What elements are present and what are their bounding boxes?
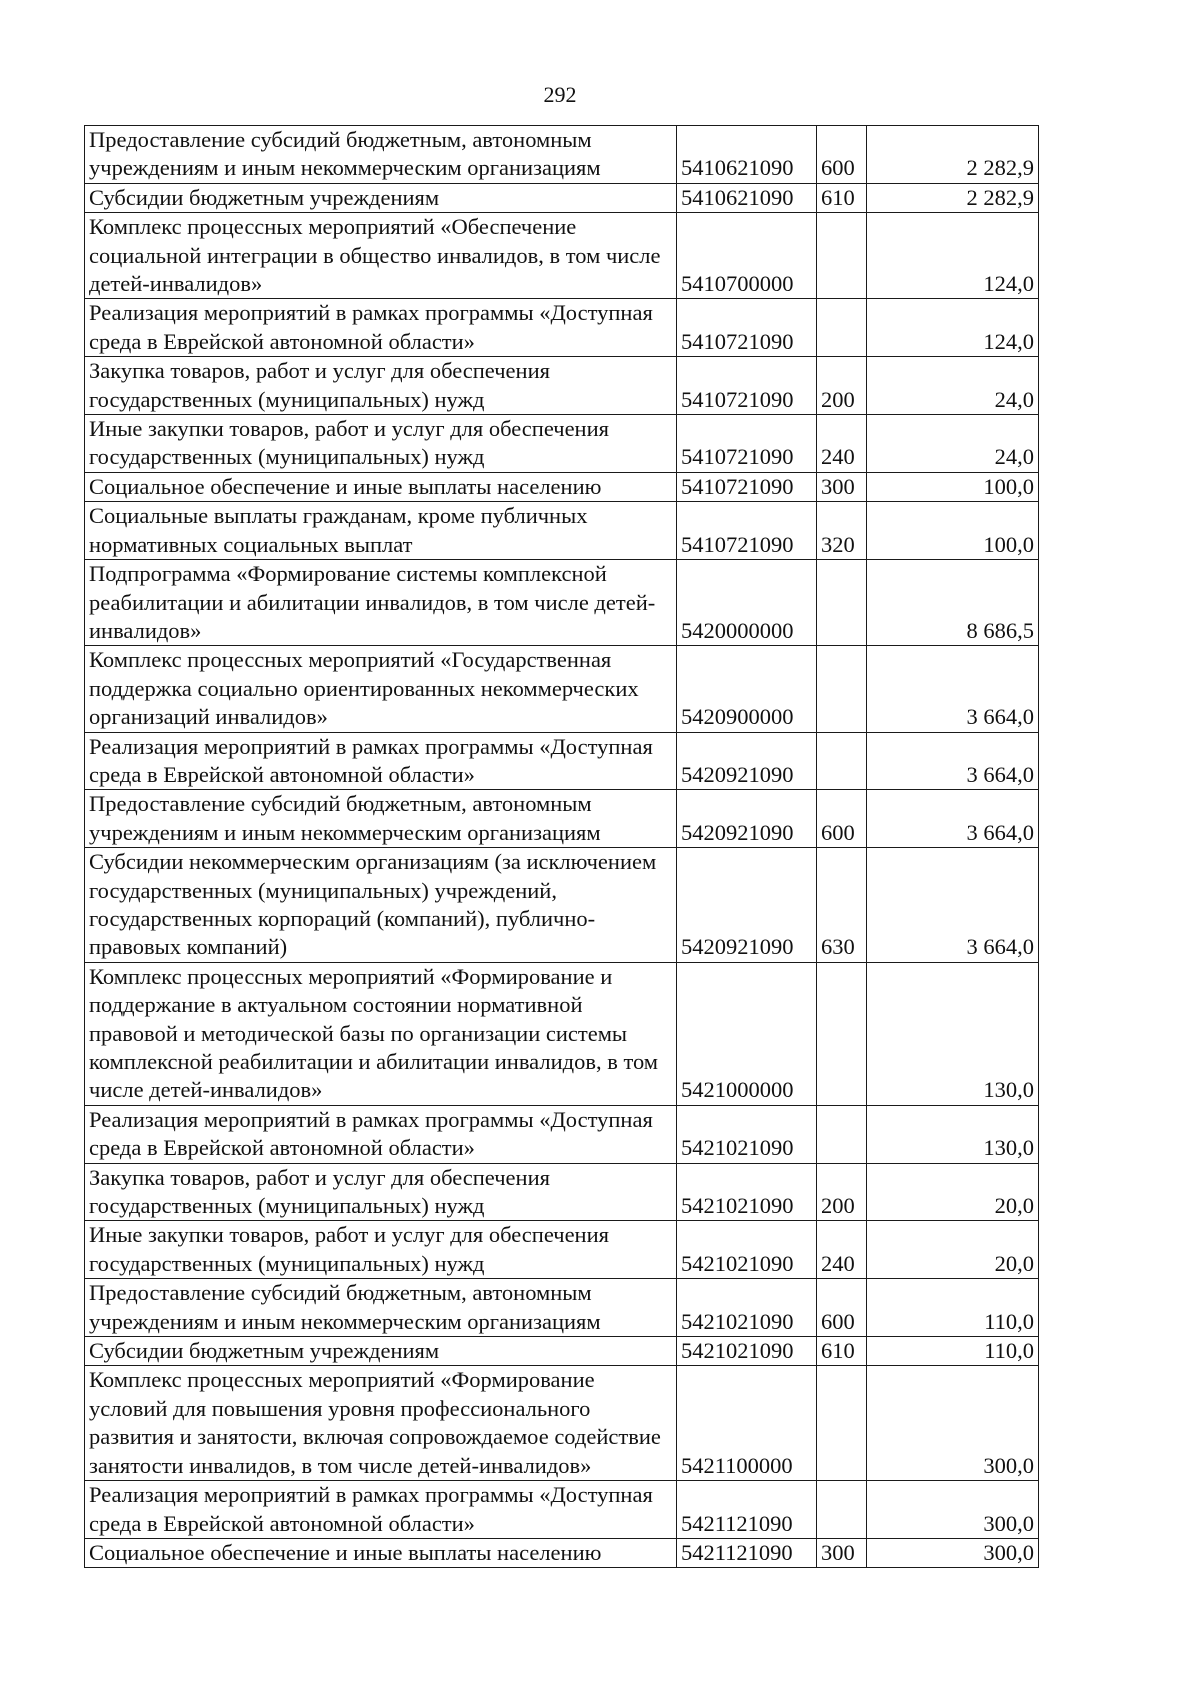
budget-table [84, 125, 1039, 1568]
table-row [85, 1538, 1039, 1567]
table-row [85, 126, 1039, 184]
row-name-cell: Реализация мероприятий в рамках программы «Доступная среда в Еврейской автономной области» [85, 732, 677, 790]
row-expense-type-cell: 600 [817, 790, 867, 848]
table-row [85, 299, 1039, 357]
row-target-code-cell: 5420900000 [677, 646, 817, 732]
row-name-cell: Субсидии бюджетным учреждениям [85, 183, 677, 212]
row-target-code-cell: 5420921090 [677, 790, 817, 848]
row-target-code-cell: 5421021090 [677, 1163, 817, 1221]
row-expense-type-cell [817, 299, 867, 357]
row-name-cell: Иные закупки товаров, работ и услуг для обеспечения государственных (муниципальных) нужд [85, 1221, 677, 1279]
row-amount-cell: 100,0 [867, 472, 1039, 501]
row-amount-cell: 300,0 [867, 1481, 1039, 1539]
row-amount-cell: 110,0 [867, 1337, 1039, 1366]
table-row [85, 560, 1039, 646]
row-target-code-cell: 5420000000 [677, 560, 817, 646]
row-expense-type-cell [817, 732, 867, 790]
row-expense-type-cell: 610 [817, 183, 867, 212]
row-name-cell: Субсидии некоммерческим организациям (за исключением государственных (муниципальных) учреждений, государственных корпораций (компаний), публично-правовых компаний) [85, 848, 677, 963]
row-amount-cell: 130,0 [867, 962, 1039, 1105]
row-name-cell: Предоставление субсидий бюджетным, автономным учреждениям и иным некоммерческим организациям [85, 126, 677, 184]
row-target-code-cell: 5421021090 [677, 1337, 817, 1366]
table-row [85, 790, 1039, 848]
row-target-code-cell: 5421000000 [677, 962, 817, 1105]
table-row [85, 1279, 1039, 1337]
row-name-cell: Комплекс процессных мероприятий «Формирование условий для повышения уровня профессионального развития и занятости, включая сопровождаемое содействие занятости инвалидов, в том числе детей-инвалидов» [85, 1366, 677, 1481]
row-amount-cell: 3 664,0 [867, 790, 1039, 848]
row-target-code-cell: 5410621090 [677, 183, 817, 212]
row-target-code-cell: 5410721090 [677, 299, 817, 357]
table-row [85, 1163, 1039, 1221]
row-expense-type-cell [817, 1105, 867, 1163]
table-row [85, 1481, 1039, 1539]
row-amount-cell: 8 686,5 [867, 560, 1039, 646]
row-name-cell: Реализация мероприятий в рамках программы «Доступная среда в Еврейской автономной области» [85, 1105, 677, 1163]
row-target-code-cell: 5410721090 [677, 472, 817, 501]
table-row [85, 357, 1039, 415]
row-name-cell: Комплекс процессных мероприятий «Государственная поддержка социально ориентированных некоммерческих организаций инвалидов» [85, 646, 677, 732]
table-row [85, 502, 1039, 560]
row-expense-type-cell: 300 [817, 472, 867, 501]
row-amount-cell: 24,0 [867, 415, 1039, 473]
row-amount-cell: 300,0 [867, 1366, 1039, 1481]
row-amount-cell: 3 664,0 [867, 848, 1039, 963]
row-target-code-cell: 5410721090 [677, 357, 817, 415]
table-row [85, 1366, 1039, 1481]
row-expense-type-cell [817, 646, 867, 732]
table-row [85, 1337, 1039, 1366]
row-target-code-cell: 5410700000 [677, 213, 817, 299]
row-amount-cell: 24,0 [867, 357, 1039, 415]
row-amount-cell: 124,0 [867, 299, 1039, 357]
row-expense-type-cell: 630 [817, 848, 867, 963]
row-target-code-cell: 5421121090 [677, 1481, 817, 1539]
row-name-cell: Закупка товаров, работ и услуг для обеспечения государственных (муниципальных) нужд [85, 1163, 677, 1221]
row-amount-cell: 2 282,9 [867, 183, 1039, 212]
row-amount-cell: 100,0 [867, 502, 1039, 560]
row-name-cell: Комплекс процессных мероприятий «Формирование и поддержание в актуальном состоянии нормативной правовой и методической базы по организации системы комплексной реабилитации и абилитации инвалидов, в том числе детей-инвалидов» [85, 962, 677, 1105]
row-name-cell: Закупка товаров, работ и услуг для обеспечения государственных (муниципальных) нужд [85, 357, 677, 415]
row-expense-type-cell [817, 560, 867, 646]
row-amount-cell: 300,0 [867, 1538, 1039, 1567]
table-row [85, 848, 1039, 963]
row-target-code-cell: 5410721090 [677, 415, 817, 473]
row-name-cell: Предоставление субсидий бюджетным, автономным учреждениям и иным некоммерческим организациям [85, 1279, 677, 1337]
row-name-cell: Социальное обеспечение и иные выплаты населению [85, 472, 677, 501]
row-amount-cell: 20,0 [867, 1163, 1039, 1221]
row-name-cell: Социальные выплаты гражданам, кроме публичных нормативных социальных выплат [85, 502, 677, 560]
row-expense-type-cell: 240 [817, 1221, 867, 1279]
row-name-cell: Комплекс процессных мероприятий «Обеспечение социальной интеграции в общество инвалидов, в том числе детей-инвалидов» [85, 213, 677, 299]
table-row [85, 646, 1039, 732]
row-amount-cell: 110,0 [867, 1279, 1039, 1337]
row-expense-type-cell [817, 213, 867, 299]
row-target-code-cell: 5420921090 [677, 732, 817, 790]
row-amount-cell: 2 282,9 [867, 126, 1039, 184]
row-name-cell: Подпрограмма «Формирование системы комплексной реабилитации и абилитации инвалидов, в том числе детей-инвалидов» [85, 560, 677, 646]
row-amount-cell: 130,0 [867, 1105, 1039, 1163]
row-expense-type-cell [817, 1481, 867, 1539]
table-row [85, 415, 1039, 473]
row-expense-type-cell: 320 [817, 502, 867, 560]
row-expense-type-cell: 600 [817, 126, 867, 184]
budget-table-body [85, 126, 1039, 1568]
row-amount-cell: 20,0 [867, 1221, 1039, 1279]
row-name-cell: Предоставление субсидий бюджетным, автономным учреждениям и иным некоммерческим организациям [85, 790, 677, 848]
row-expense-type-cell: 600 [817, 1279, 867, 1337]
table-row [85, 183, 1039, 212]
row-amount-cell: 124,0 [867, 213, 1039, 299]
table-row [85, 962, 1039, 1105]
row-target-code-cell: 5421021090 [677, 1105, 817, 1163]
row-expense-type-cell: 610 [817, 1337, 867, 1366]
row-target-code-cell: 5410721090 [677, 502, 817, 560]
table-row [85, 1221, 1039, 1279]
table-row [85, 1105, 1039, 1163]
row-amount-cell: 3 664,0 [867, 732, 1039, 790]
row-name-cell: Социальное обеспечение и иные выплаты населению [85, 1538, 677, 1567]
row-expense-type-cell: 200 [817, 357, 867, 415]
row-name-cell: Реализация мероприятий в рамках программы «Доступная среда в Еврейской автономной области» [85, 299, 677, 357]
row-name-cell: Иные закупки товаров, работ и услуг для обеспечения государственных (муниципальных) нужд [85, 415, 677, 473]
row-expense-type-cell: 200 [817, 1163, 867, 1221]
row-name-cell: Реализация мероприятий в рамках программы «Доступная среда в Еврейской автономной области» [85, 1481, 677, 1539]
row-expense-type-cell: 300 [817, 1538, 867, 1567]
row-target-code-cell: 5421100000 [677, 1366, 817, 1481]
table-row [85, 472, 1039, 501]
row-expense-type-cell: 240 [817, 415, 867, 473]
row-target-code-cell: 5420921090 [677, 848, 817, 963]
row-name-cell: Субсидии бюджетным учреждениям [85, 1337, 677, 1366]
row-target-code-cell: 5421021090 [677, 1279, 817, 1337]
row-expense-type-cell [817, 1366, 867, 1481]
row-amount-cell: 3 664,0 [867, 646, 1039, 732]
row-target-code-cell: 5410621090 [677, 126, 817, 184]
row-expense-type-cell [817, 962, 867, 1105]
table-row [85, 213, 1039, 299]
page-number: 292 [543, 82, 577, 107]
row-target-code-cell: 5421021090 [677, 1221, 817, 1279]
row-target-code-cell: 5421121090 [677, 1538, 817, 1567]
table-row [85, 732, 1039, 790]
